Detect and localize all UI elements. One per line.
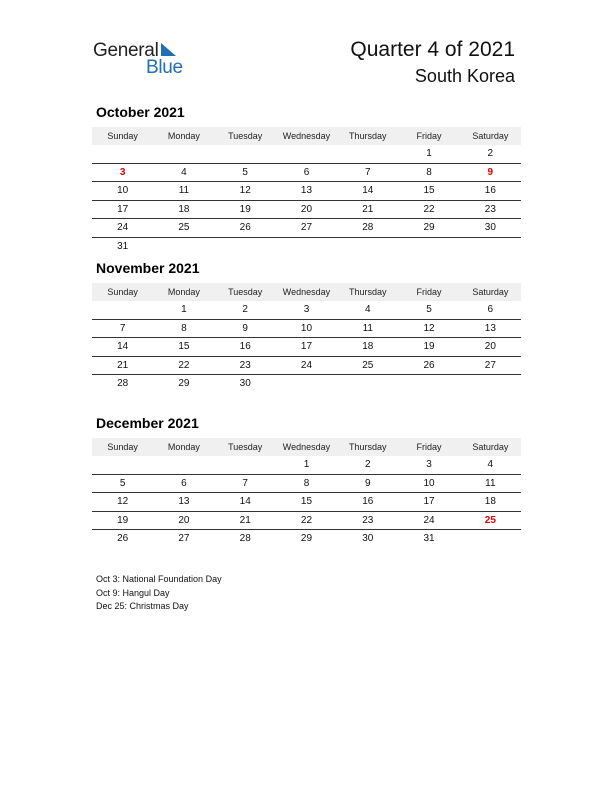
- day-cell: 13: [178, 496, 190, 508]
- day-cell: 25: [178, 222, 190, 234]
- day-cell: 23: [239, 359, 251, 371]
- week-row: [92, 512, 521, 531]
- day-cell: 11: [178, 185, 190, 197]
- day-cell: 12: [423, 322, 435, 334]
- day-cell: 27: [484, 359, 496, 371]
- day-cell: 20: [178, 514, 190, 526]
- weekday-label: Sunday: [107, 442, 138, 452]
- day-cell: 14: [362, 185, 374, 197]
- day-cell: 11: [485, 477, 496, 489]
- weekday-label: Friday: [416, 131, 442, 141]
- day-cell: 12: [239, 185, 251, 197]
- holiday-notes: [96, 573, 222, 614]
- day-cell: 15: [178, 341, 190, 353]
- weekday-label: Monday: [167, 131, 200, 141]
- day-cell: 22: [178, 359, 190, 371]
- day-cell: 14: [117, 341, 129, 353]
- month-title: December 2021: [96, 415, 199, 431]
- day-cell: 18: [362, 341, 374, 353]
- day-cell: 25: [484, 514, 496, 526]
- day-cell: 9: [242, 322, 248, 334]
- day-cell: 29: [178, 378, 190, 390]
- logo-triangle-icon: [161, 43, 177, 57]
- weekday-label: Tuesday: [228, 287, 263, 297]
- weekday-label: Saturday: [472, 287, 509, 297]
- logo-text-general: General: [93, 40, 159, 61]
- day-cell: 28: [117, 378, 129, 390]
- day-cell: 23: [362, 514, 374, 526]
- week-row: [92, 456, 521, 475]
- holiday-note: Dec 25: Christmas Day: [96, 601, 189, 611]
- day-cell: 23: [484, 203, 496, 215]
- day-cell: 24: [300, 359, 313, 371]
- day-cell: 13: [300, 185, 313, 197]
- month-december: [92, 415, 521, 548]
- weekday-label: Wednesday: [282, 131, 331, 141]
- day-cell: 6: [303, 166, 310, 178]
- day-cell: 7: [119, 322, 126, 334]
- day-cell: 17: [117, 203, 129, 215]
- week-row: [92, 182, 521, 201]
- week-row: [92, 493, 521, 512]
- day-cell: 22: [423, 203, 435, 215]
- weekday-label: Thursday: [349, 287, 387, 297]
- day-cell: 11: [362, 322, 373, 334]
- day-cell: 7: [364, 166, 371, 178]
- day-cell: 26: [239, 222, 251, 234]
- day-cell: 25: [362, 359, 374, 371]
- day-cell: 16: [239, 341, 251, 353]
- day-cell: 9: [364, 477, 371, 489]
- day-cell: 21: [117, 359, 129, 371]
- day-cell: 21: [239, 514, 251, 526]
- day-cell: 28: [239, 533, 251, 545]
- week-row: [92, 219, 521, 238]
- day-cell: 2: [487, 148, 494, 160]
- day-cell: 5: [426, 304, 432, 316]
- day-cell: 17: [300, 341, 313, 353]
- day-cell: 24: [423, 514, 435, 526]
- day-cell: 24: [117, 222, 129, 234]
- day-cell: 5: [242, 166, 248, 178]
- day-cell: 19: [117, 514, 129, 526]
- weekday-label: Saturday: [472, 131, 509, 141]
- weekday-label: Monday: [167, 287, 200, 297]
- weekday-header: [92, 438, 521, 456]
- day-cell: 26: [117, 533, 129, 545]
- country-name: South Korea: [414, 66, 515, 86]
- day-cell: 10: [300, 322, 313, 334]
- weekday-label: Sunday: [107, 131, 138, 141]
- week-row: [92, 238, 521, 256]
- month-october: [92, 104, 521, 255]
- day-cell: 6: [181, 477, 187, 489]
- week-row: [92, 164, 521, 183]
- day-cell: 26: [423, 359, 435, 371]
- week-row: [92, 338, 521, 357]
- day-cell: 2: [242, 304, 248, 316]
- day-cell: 31: [117, 240, 129, 252]
- week-row: [92, 530, 521, 548]
- logo-text-blue: Blue: [146, 57, 183, 78]
- day-cell: 20: [300, 203, 313, 215]
- weekday-label: Saturday: [472, 442, 509, 452]
- weekday-label: Thursday: [349, 442, 387, 452]
- day-cell: 30: [362, 533, 374, 545]
- day-cell: 21: [362, 203, 374, 215]
- day-cell: 18: [484, 496, 496, 508]
- day-cell: 31: [423, 533, 435, 545]
- day-cell: 27: [178, 533, 190, 545]
- day-cell: 16: [362, 496, 374, 508]
- weekday-label: Friday: [416, 287, 442, 297]
- weekday-label: Wednesday: [282, 287, 331, 297]
- day-cell: 8: [303, 477, 310, 489]
- weekday-header: [92, 283, 521, 301]
- day-cell: 9: [487, 166, 494, 178]
- weekday-label: Thursday: [349, 131, 387, 141]
- week-row: [92, 375, 521, 393]
- day-cell: 29: [423, 222, 435, 234]
- day-cell: 6: [487, 304, 494, 316]
- day-cell: 18: [178, 203, 190, 215]
- day-cell: 3: [303, 304, 310, 316]
- day-cell: 8: [181, 322, 187, 334]
- week-row: [92, 475, 521, 494]
- weekday-label: Tuesday: [228, 442, 263, 452]
- day-cell: 15: [300, 496, 313, 508]
- weekday-label: Wednesday: [282, 442, 331, 452]
- weekday-label: Tuesday: [228, 131, 263, 141]
- week-row: [92, 201, 521, 220]
- day-cell: 4: [487, 459, 494, 471]
- weekday-label: Sunday: [107, 287, 138, 297]
- day-cell: 27: [300, 222, 313, 234]
- day-cell: 14: [239, 496, 251, 508]
- day-cell: 1: [303, 459, 310, 471]
- day-cell: 8: [426, 166, 432, 178]
- day-cell: 10: [423, 477, 435, 489]
- day-cell: 22: [300, 514, 313, 526]
- day-cell: 7: [242, 477, 248, 489]
- weekday-header: [92, 127, 521, 145]
- month-november: [92, 260, 521, 393]
- day-cell: 19: [423, 341, 435, 353]
- day-cell: 15: [423, 185, 435, 197]
- day-cell: 19: [239, 203, 251, 215]
- day-cell: 20: [484, 341, 496, 353]
- weekday-label: Monday: [167, 442, 200, 452]
- logo: [93, 40, 193, 80]
- month-title: November 2021: [96, 260, 200, 276]
- day-cell: 17: [423, 496, 435, 508]
- page-title: Quarter 4 of 2021: [350, 38, 515, 61]
- day-cell: 2: [364, 459, 371, 471]
- day-cell: 10: [117, 185, 129, 197]
- holiday-note: Oct 3: National Foundation Day: [96, 574, 222, 584]
- day-cell: 12: [117, 496, 129, 508]
- day-cell: 29: [300, 533, 313, 545]
- day-cell: 30: [239, 378, 251, 390]
- weekday-label: Friday: [416, 442, 442, 452]
- day-cell: 1: [426, 148, 432, 160]
- day-cell: 28: [362, 222, 374, 234]
- day-cell: 4: [364, 304, 371, 316]
- day-cell: 1: [181, 304, 187, 316]
- day-cell: 30: [484, 222, 496, 234]
- week-row: [92, 301, 521, 320]
- day-cell: 16: [484, 185, 496, 197]
- day-cell: 4: [181, 166, 187, 178]
- week-row: [92, 320, 521, 339]
- day-cell: 5: [119, 477, 126, 489]
- holiday-note: Oct 9: Hangul Day: [96, 587, 170, 598]
- day-cell: 3: [119, 166, 126, 178]
- month-title: October 2021: [96, 104, 185, 120]
- week-row: [92, 145, 521, 164]
- day-cell: 3: [426, 459, 432, 471]
- week-row: [92, 357, 521, 376]
- day-cell: 13: [484, 322, 496, 334]
